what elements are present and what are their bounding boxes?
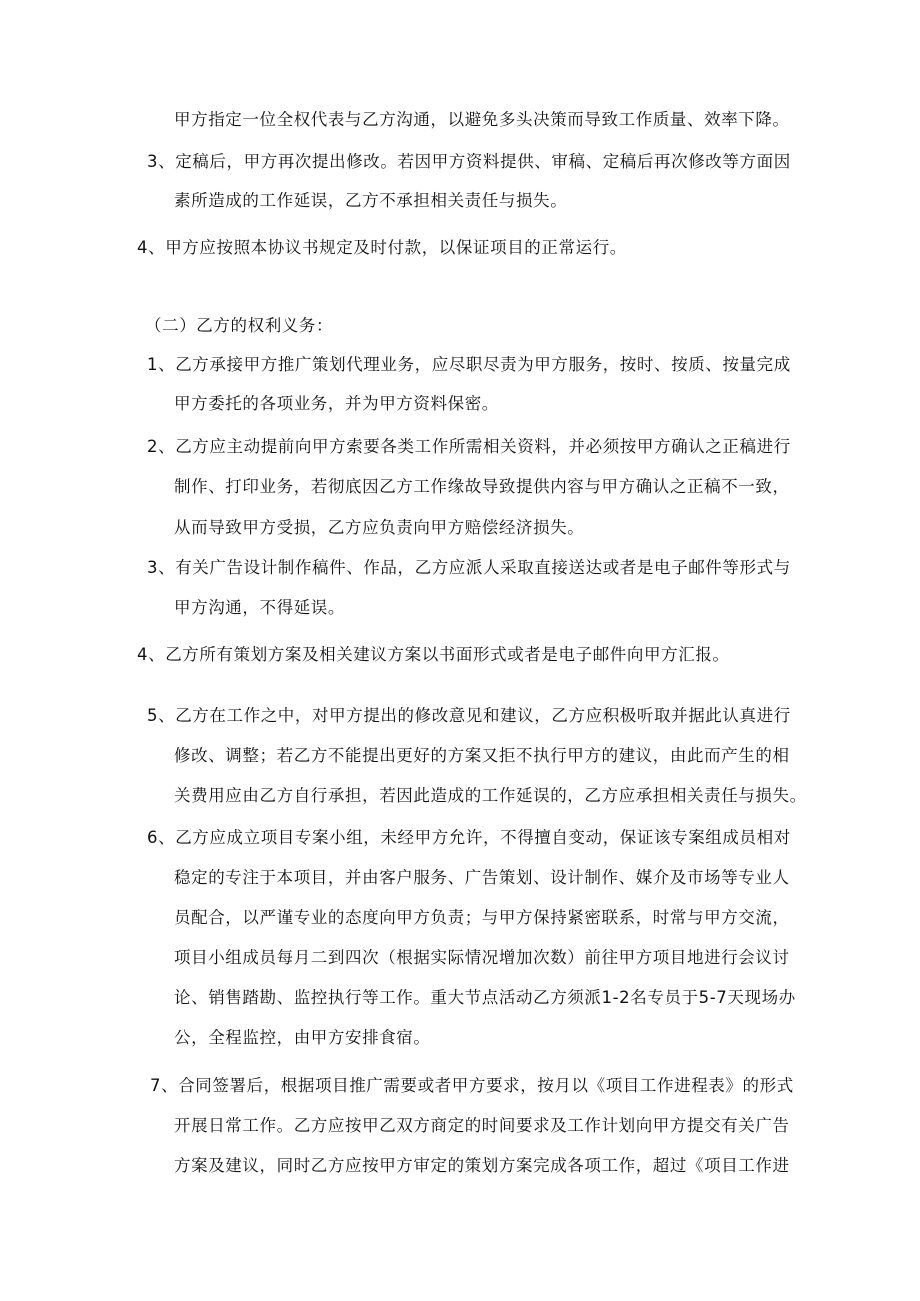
list-item-5-line-1: 5、乙方在工作之中，对甲方提出的修改意见和建议，乙方应积极听取并据此认真进行 [147,706,791,725]
list-item-7-line-1: 7、合同签署后，根据项目推广需要或者甲方要求，按月以《项目工作进程表》的形式 [150,1076,794,1095]
list-item-4: 4、甲方应按照本协议书规定及时付款，以保证项目的正常运行。 [137,238,627,257]
list-item-2-line-3: 从而导致甲方受损，乙方应负责向甲方赔偿经济损失。 [174,518,585,537]
list-item-7-line-2: 开展日常工作。乙方应按甲乙双方商定的时间要求及工作计划向甲方提交有关广告 [174,1116,790,1135]
list-item-3b-line-1: 3、有关广告设计制作稿件、作品，乙方应派人采取直接送达或者是电子邮件等形式与 [147,558,791,577]
list-item-4b: 4、乙方所有策划方案及相关建议方案以书面形式或者是电子邮件向甲方汇报。 [137,645,730,664]
list-item-5-line-3: 关费用应由乙方自行承担，若因此造成的工作延误的，乙方应承担相关责任与损失。 [174,786,807,805]
list-item-6-line-2: 稳定的专注于本项目，并由客户服务、广告策划、设计制作、媒介及市场等专业人 [174,868,790,887]
list-item-6-line-4: 项目小组成员每月二到四次（根据实际情况增加次数）前往甲方项目地进行会议讨 [174,948,790,967]
text-line: 甲方指定一位全权代表与乙方沟通，以避免多头决策而导致工作质量、效率下降。 [174,110,790,129]
list-item-6-line-5: 论、销售踏勘、监控执行等工作。重大节点活动乙方须派1-2名专员于5-7天现场办 [174,988,796,1007]
list-item-3b-line-2: 甲方沟通，不得延误。 [174,598,345,617]
section-heading: （二）乙方的权利义务： [145,316,334,335]
list-item-2-line-1: 2、乙方应主动提前向甲方索要各类工作所需相关资料，并必须按甲方确认之正稿进行 [147,437,791,456]
list-item-1-line-1: 1、乙方承接甲方推广策划代理业务，应尽职尽责为甲方服务，按时、按质、按量完成 [147,355,791,374]
list-item-3-line-2: 素所造成的工作延误，乙方不承担相关责任与损失。 [174,191,568,210]
list-item-5-line-2: 修改、调整；若乙方不能提出更好的方案又拒不执行甲方的建议，由此而产生的相 [174,746,790,765]
list-item-7-line-3: 方案及建议，同时乙方应按甲方审定的策划方案完成各项工作，超过《项目工作进 [174,1156,790,1175]
list-item-3-line-1: 3、定稿后，甲方再次提出修改。若因甲方资料提供、审稿、定稿后再次修改等方面因 [147,152,791,171]
list-item-1-line-2: 甲方委托的各项业务，并为甲方资料保密。 [174,394,499,413]
list-item-6-line-3: 员配合，以严谨专业的态度向甲方负责；与甲方保持紧密联系，时常与甲方交流， [174,908,790,927]
list-item-6-line-6: 公，全程监控，由甲方安排食宿。 [174,1028,431,1047]
list-item-2-line-2: 制作、打印业务，若彻底因乙方工作缘故导致提供内容与甲方确认之正稿不一致， [174,477,790,496]
list-item-6-line-1: 6、乙方应成立项目专案小组，未经甲方允许，不得擅自变动，保证该专案组成员相对 [147,828,791,847]
